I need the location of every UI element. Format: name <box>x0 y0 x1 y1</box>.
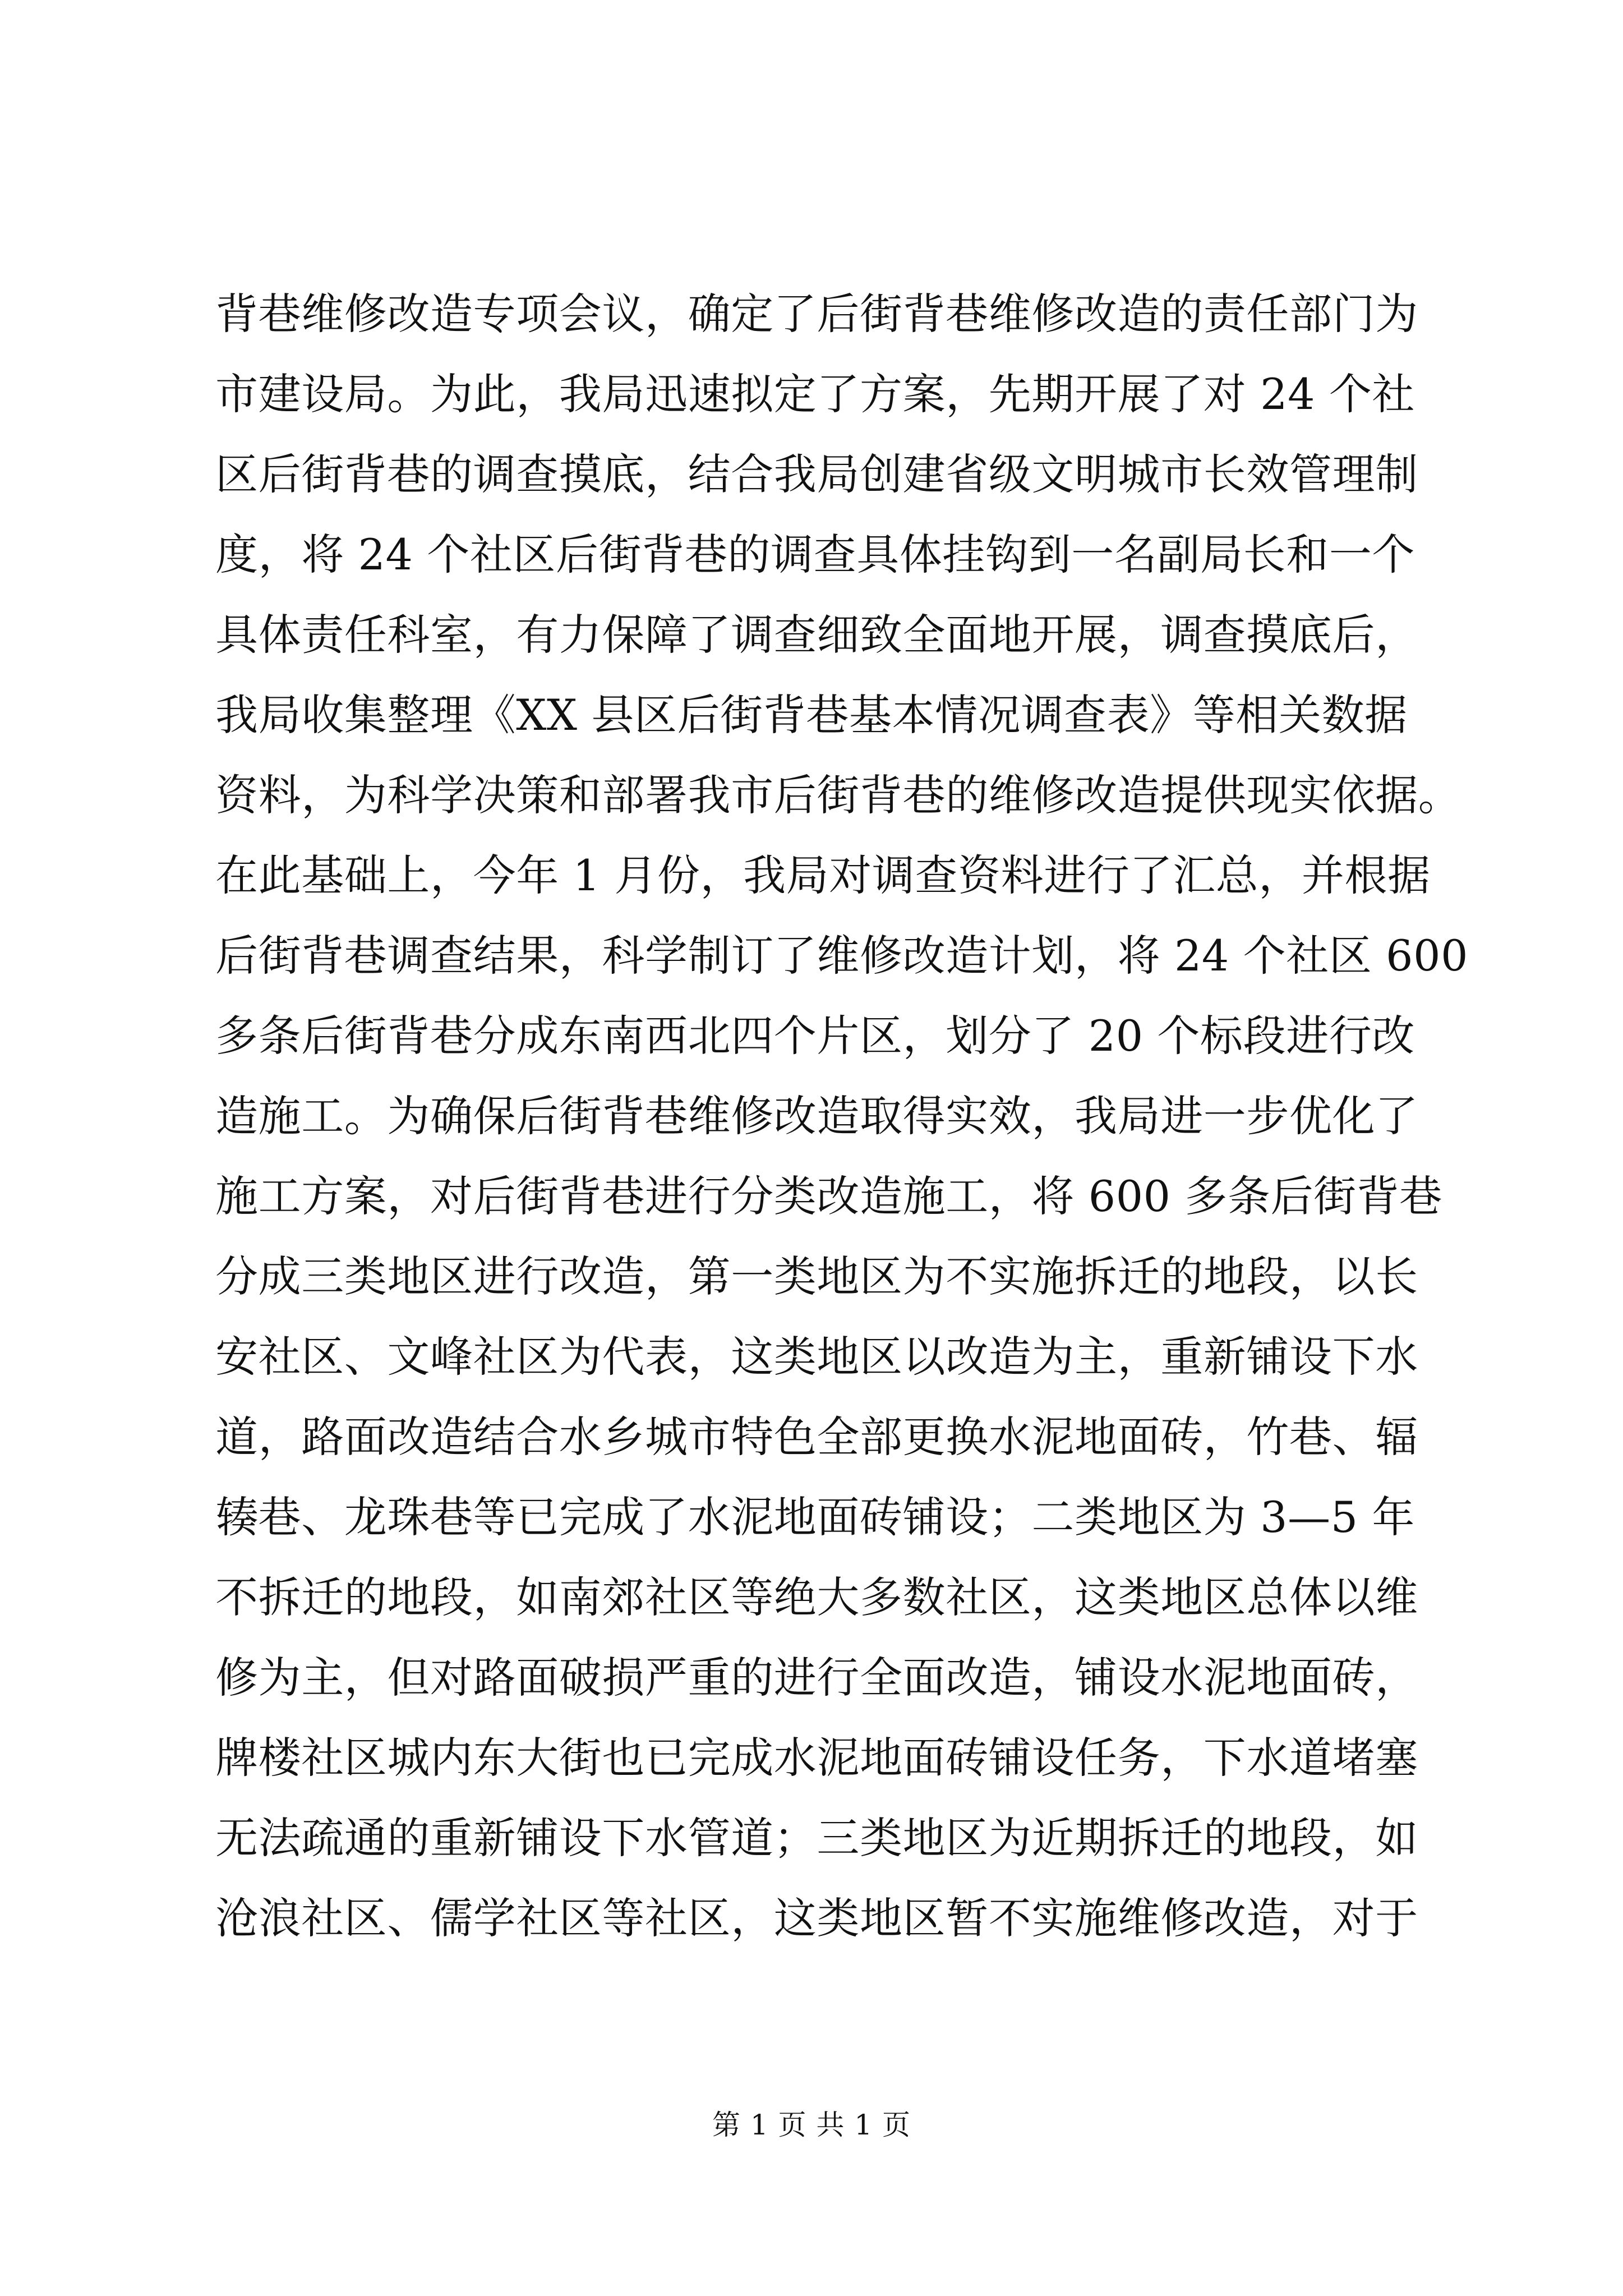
text-line: 造施工。为确保后街背巷维修改造取得实效，我局进一步优化了 <box>215 1091 1418 1141</box>
body-text <box>215 274 1469 1958</box>
text-line: 牌楼社区城内东大街也已完成水泥地面砖铺设任务，下水道堵塞 <box>215 1733 1418 1783</box>
text-line: 资料，为科学决策和部署我市后街背巷的维修改造提供现实依据。 <box>215 770 1461 820</box>
text-line: 我局收集整理《XX 县区后街背巷基本情况调查表》等相关数据 <box>215 690 1408 740</box>
text-line: 分成三类地区进行改造，第一类地区为不实施拆迁的地段，以长 <box>215 1251 1418 1301</box>
page-footer <box>0 2102 1623 2143</box>
text-line: 辏巷、龙珠巷等已完成了水泥地面砖铺设；二类地区为 3—5 年 <box>215 1492 1415 1542</box>
text-line: 施工方案，对后街背巷进行分类改造施工，将 600 多条后街背巷 <box>215 1171 1442 1221</box>
text-line: 不拆迁的地段，如南郊社区等绝大多数社区，这类地区总体以维 <box>215 1572 1418 1622</box>
text-line: 安社区、文峰社区为代表，这类地区以改造为主，重新铺设下水 <box>215 1332 1418 1382</box>
text-line: 市建设局。为此，我局迅速拟定了方案，先期开展了对 24 个社 <box>215 369 1415 419</box>
text-line: 无法疏通的重新铺设下水管道；三类地区为近期拆迁的地段，如 <box>215 1813 1418 1863</box>
text-line: 具体责任科室，有力保障了调查细致全面地开展，调查摸底后， <box>215 610 1418 660</box>
text-line: 道，路面改造结合水乡城市特色全部更换水泥地面砖，竹巷、辐 <box>215 1412 1418 1462</box>
text-line: 在此基础上，今年 1 月份，我局对调查资料进行了汇总，并根据 <box>215 850 1431 900</box>
text-line: 沧浪社区、儒学社区等社区，这类地区暂不实施维修改造，对于 <box>215 1893 1418 1943</box>
text-line: 背巷维修改造专项会议，确定了后街背巷维修改造的责任部门为 <box>215 289 1418 339</box>
text-line: 区后街背巷的调查摸底，结合我局创建省级文明城市长效管理制 <box>215 449 1418 499</box>
text-line: 度，将 24 个社区后街背巷的调查具体挂钩到一名副局长和一个 <box>215 530 1415 579</box>
text-line: 修为主，但对路面破损严重的进行全面改造，铺设水泥地面砖， <box>215 1653 1418 1703</box>
text-line: 多条后街背巷分成东南西北四个片区，划分了 20 个标段进行改 <box>215 1011 1415 1061</box>
page-number-label: 第 1 页 共 1 页 <box>712 2109 911 2141</box>
text-line: 后街背巷调查结果，科学制订了维修改造计划，将 24 个社区 600 <box>215 931 1469 981</box>
